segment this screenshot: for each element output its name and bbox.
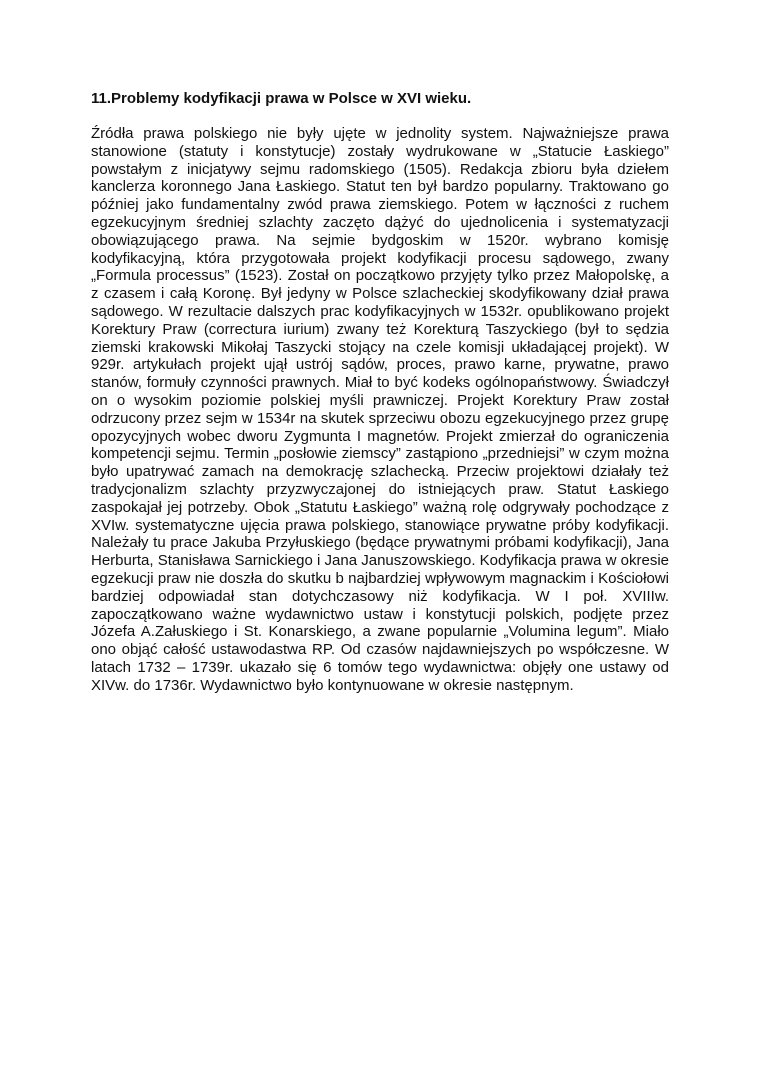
- body-paragraph: Źródła prawa polskiego nie były ujęte w jednolity system. Najważniejsze prawa stanowione (statuty i konstytucje) zostały wydrukowane w „Statucie Łaskiego” powstałym z inicjatywy sejmu radomskiego (1505). Redakcja zbioru była dziełem kanclerza koronnego Jana Łaskiego. Statut ten był bardzo popularny. Traktowano go później jako fundamentalny zwód prawa ziemskiego. Potem w łączności z ruchem egzekucyjnym średniej szlachty zaczęto dążyć do ujednolicenia i systematyzacji obowiązującego prawa. Na sejmie bydgoskim w 1520r. wybrano komisję kodyfikacyjną, która przygotowała projekt kodyfikacji procesu sądowego, zwany „Formula processus” (1523). Został on początkowo przyjęty tylko przez Małopolskę, a z czasem i całą Koronę. Był jedyny w Polsce szlacheckiej skodyfikowany dział prawa sądowego. W rezultacie dalszych prac kodyfikacyjnych w 1532r. opublikowano projekt Korektury Praw (correctura iurium) zwany też Korekturą Taszyckiego (był to sędzia ziemski krakowski Mikołaj Taszycki stojący na czele komisji układającej projekt). W 929r. artykułach projekt ujął ustrój sądów, proces, prawo karne, prywatne, prawo stanów, formuły czynności prawnych. Miał to być kodeks ogólnopaństwowy. Świadczył on o wysokim poziomie polskiej myśli prawniczej. Projekt Korektury Praw został odrzucony przez sejm w 1534r na skutek sprzeciwu obozu egzekucyjnego przez grupę opozycyjnych wobec dworu Zygmunta I magnetów. Projekt zmierzał do ograniczenia kompetencji sejmu. Termin „posłowie ziemscy” zastąpiono „przedniejsi” w czym można było upatrywać zamach na demokrację szlachecką. Przeciw projektowi działały też tradycjonalizm szlachty przyzwyczajonej do istniejących praw. Statut Łaskiego zaspokajał jej potrzeby. Obok „Statutu Łaskiego” ważną rolę odgrywały pochodzące z XVIw. systematyczne ujęcia prawa polskiego, stanowiące prywatne próby kodyfikacji. Należały tu prace Jakuba Przyłuskiego (będące prywatnymi próbami kodyfikacji), Jana Herburta, Stanisława Sarnickiego i Jana Januszowskiego. Kodyfikacja prawa w okresie egzekucji praw nie doszła do skutku b najbardziej wpływowym magnackim i Kościołowi bardziej odpowiadał stan dotychczasowy niż kodyfikacja. W I poł. XVIIIw. zapoczątkowano ważne wydawnictwo ustaw i konstytucji polskich, podjęte przez Józefa A.Załuskiego i St. Konarskiego, a zwane popularnie „Volumina legum”. Miało ono objąć całość ustawodastwa RP. Od czasów najdawniejszych po współczesne. W latach 1732 – 1739r. ukazało się 6 tomów tego wydawnictwa: objęły one ustawy od XIVw. do 1736r. Wydawnictwo było kontynuowane w okresie następnym.: [91, 125, 669, 694]
- document-content: [91, 89, 669, 695]
- section-heading: 11.Problemy kodyfikacji prawa w Polsce w XVI wieku.: [91, 90, 472, 107]
